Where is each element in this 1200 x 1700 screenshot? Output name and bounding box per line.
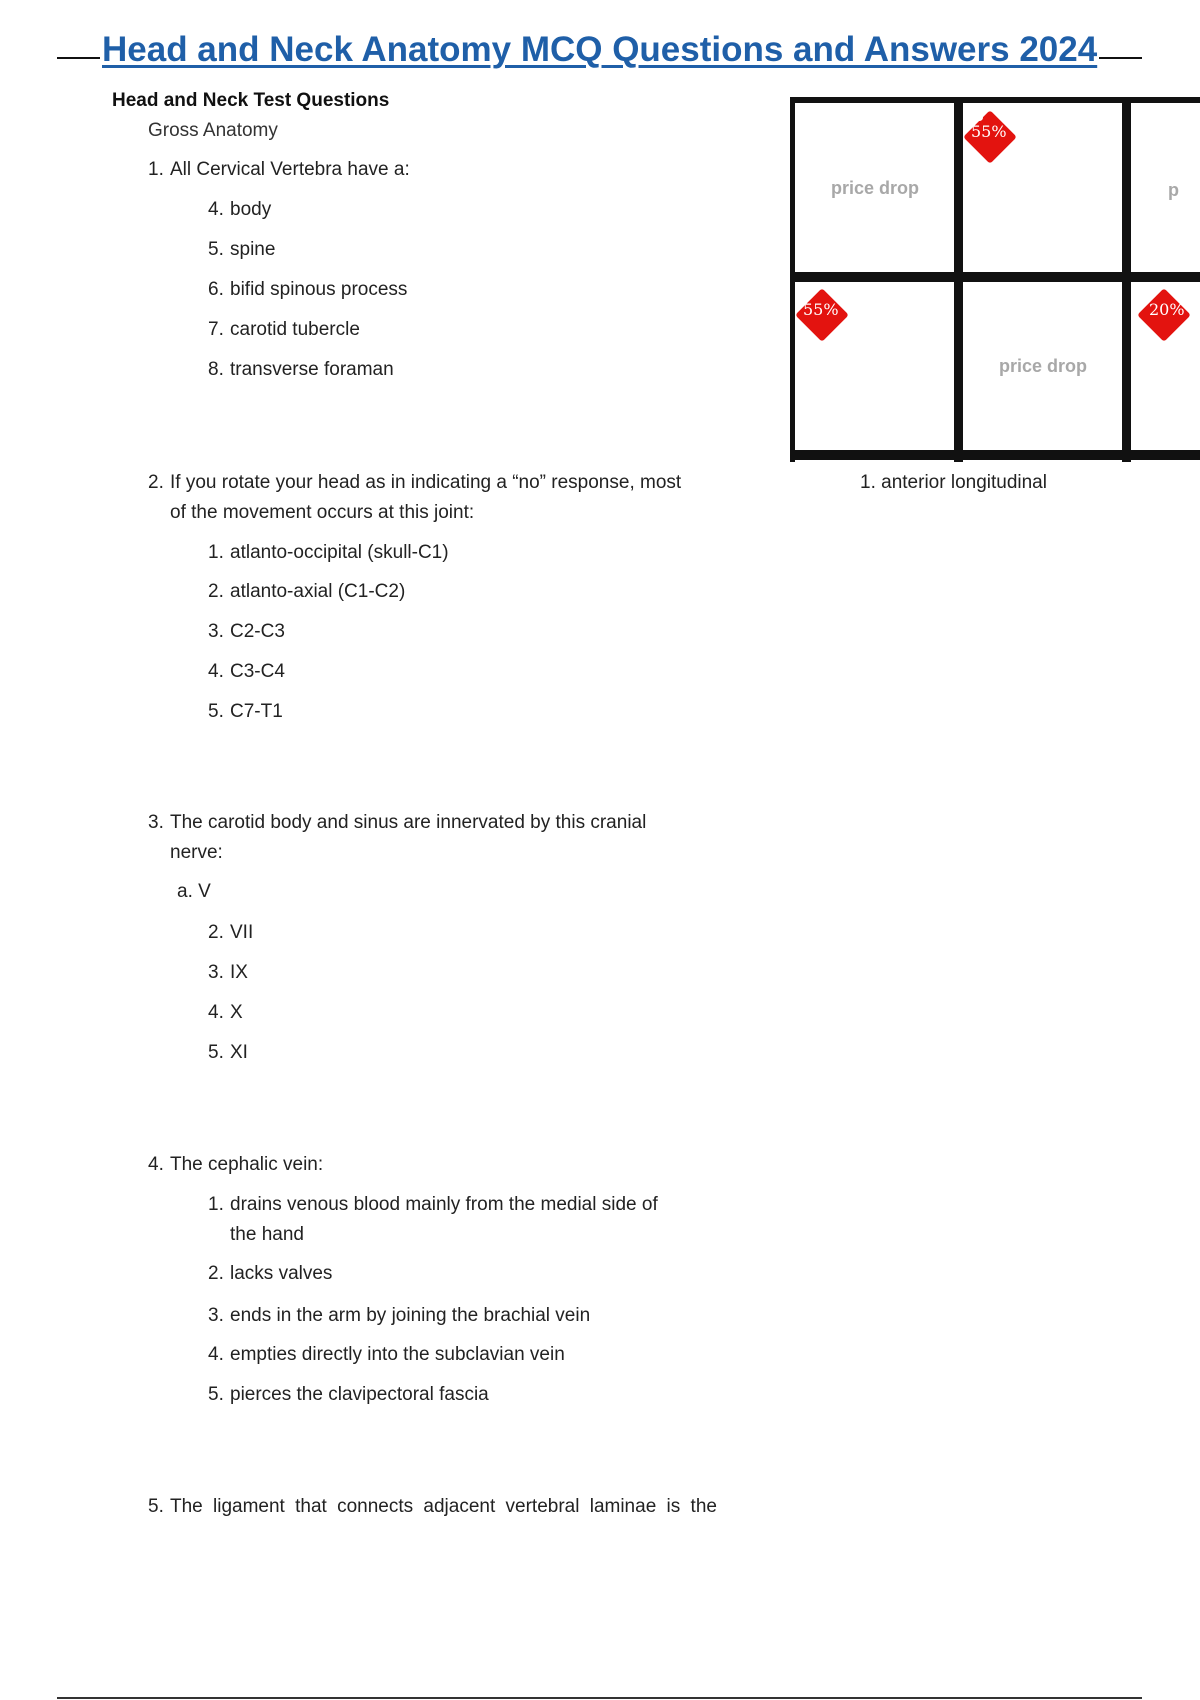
option [208,1380,728,1410]
section-subheading: Gross Anatomy [148,120,278,141]
option [208,1301,728,1331]
tag-text: 20% [1149,300,1185,319]
option-number: 2. [208,581,224,602]
option [208,1259,728,1289]
option [208,577,728,607]
option-text: atlanto-axial (C1-C2) [230,581,406,602]
question-number: 3. [148,812,164,833]
question-text: All Cervical Vertebra have a: [170,159,410,180]
tag-text: 55% [971,122,1007,141]
option [208,235,728,265]
option-text: X [230,1002,243,1023]
side-answer [860,472,1047,494]
option-text: drains venous blood mainly from the medial side of [230,1194,658,1215]
bottom-rule [57,1697,1142,1699]
option-number: 3. [208,1305,224,1326]
question-5 [148,1492,728,1522]
option-number: 1. [208,542,224,563]
question-number: 1. [148,159,164,180]
option-text: lacks valves [230,1263,333,1284]
option [208,657,728,687]
option [208,275,728,305]
option-number: 7. [208,319,224,340]
option-number: 1. [208,1194,224,1215]
question-text: The cephalic vein: [170,1154,324,1175]
option-text: C3-C4 [230,661,285,682]
option-number: 4. [208,1344,224,1365]
question-text-continued: of the movement occurs at this joint: [170,502,475,523]
option-text-continued: the hand [230,1224,304,1245]
option-number: 3. [208,621,224,642]
question-text-continued: nerve: [170,842,223,863]
document-title[interactable]: Head and Neck Anatomy MCQ Questions and Answers 2024 [102,30,1098,69]
option [208,1190,728,1250]
question-4 [148,1150,728,1180]
option [208,538,728,568]
option-text: pierces the clavipectoral fascia [230,1384,489,1405]
option-number: 8. [208,359,224,380]
tag-hole-icon [1149,291,1156,298]
option-text: body [230,199,272,220]
option-text: XI [230,1042,248,1063]
side-answer-text: anterior longitudinal [881,472,1047,493]
question-3 [148,808,728,868]
option-number: 5. [208,239,224,260]
tag-hole-icon [976,114,983,121]
option [177,877,211,907]
option-number: 2. [208,1263,224,1284]
option-text: empties directly into the subclavian vein [230,1344,565,1365]
option-text: spine [230,239,276,260]
option [208,315,728,345]
option-number: a. [177,881,193,902]
option [208,617,728,647]
grid-line [790,97,1200,103]
price-drop-label[interactable]: price drop [831,178,920,198]
option-text: atlanto-occipital (skull-C1) [230,542,449,563]
question-number: 5. [148,1496,164,1517]
option-number: 6. [208,279,224,300]
option-number: 5. [208,701,224,722]
price-drop-label[interactable]: price drop [999,356,1088,376]
question-text: The carotid body and sinus are innervated by this cranial [170,812,647,833]
option-text: carotid tubercle [230,319,360,340]
question-text: If you rotate your head as in indicating a “no” response, most [170,472,682,493]
option-text: C7-T1 [230,701,283,722]
question-number: 2. [148,472,164,493]
option-number: 4. [208,661,224,682]
tag-hole-icon [806,292,813,299]
option [208,697,728,727]
option-text: V [198,881,211,902]
option [208,918,728,948]
option [208,998,728,1028]
option-number: 4. [208,199,224,220]
option-text: C2-C3 [230,621,285,642]
question-text: The ligament that connects adjacent vertebral laminae is the [170,1496,717,1517]
price-drop-label-partial[interactable]: p [1168,180,1179,200]
option [208,1038,728,1068]
option-number: 5. [208,1384,224,1405]
tag-text: 55% [803,300,839,319]
option-text: transverse foraman [230,359,394,380]
grid-line [790,272,1200,282]
option [208,958,728,988]
option [208,1340,728,1370]
option-text: ends in the arm by joining the brachial vein [230,1305,591,1326]
grid-line [790,450,1200,460]
side-answer-number: 1. [860,472,876,493]
option-text: bifid spinous process [230,279,408,300]
option-number: 3. [208,962,224,983]
option-text: VII [230,922,254,943]
option-text: IX [230,962,248,983]
option-number: 5. [208,1042,224,1063]
option-number: 2. [208,922,224,943]
section-heading: Head and Neck Test Questions [112,90,390,111]
discount-tag[interactable] [1135,282,1200,352]
question-1 [148,155,728,185]
question-2 [148,468,728,528]
option [208,355,728,385]
option-number: 4. [208,1002,224,1023]
option [208,195,728,225]
ad-banner-grid[interactable] [790,97,1200,462]
question-number: 4. [148,1154,164,1175]
